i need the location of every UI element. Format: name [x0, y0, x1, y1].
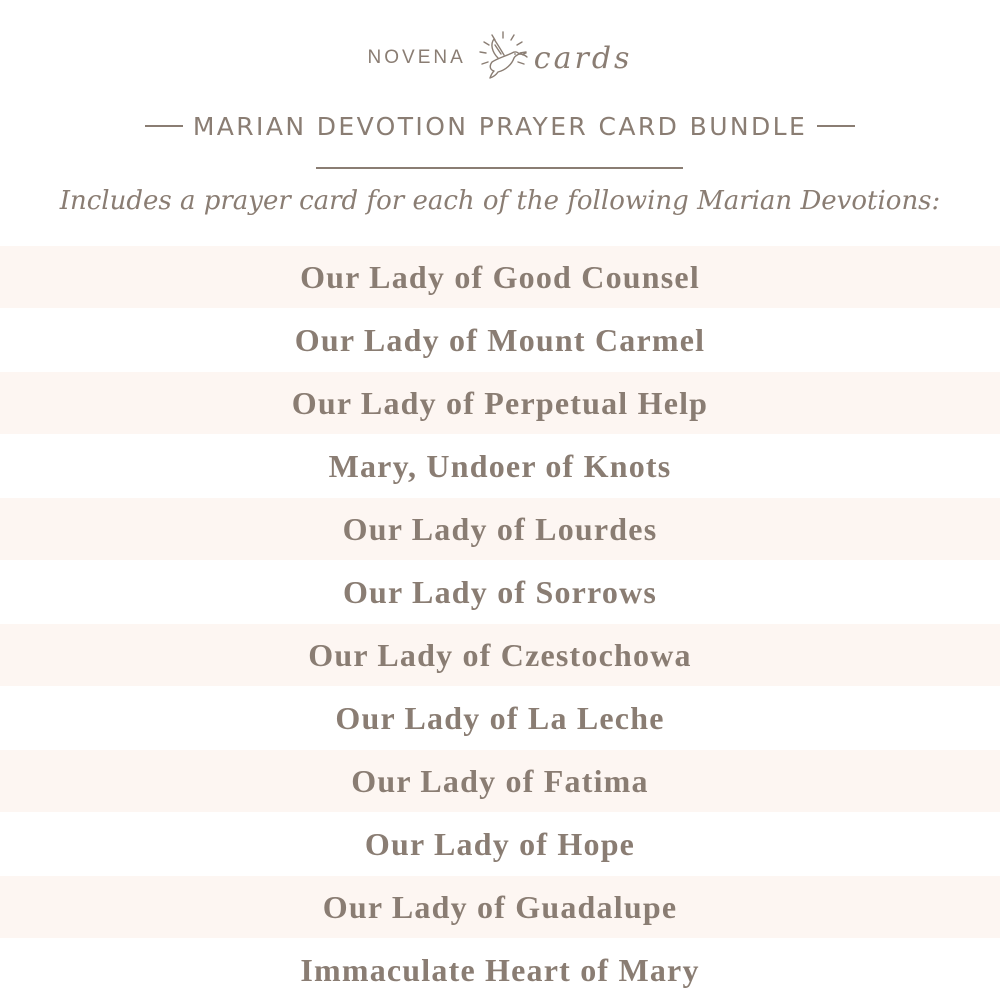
devotion-item: Our Lady of Fatima [0, 750, 1000, 812]
divider [316, 167, 683, 169]
devotion-list [0, 246, 1000, 1002]
devotion-item: Immaculate Heart of Mary [300, 951, 700, 988]
devotion-item: Our Lady of Czestochowa [0, 624, 1000, 686]
logo-script: cards [533, 40, 633, 76]
devotion-item: Mary, Undoer of Knots [328, 447, 672, 484]
devotion-item: Our Lady of Mount Carmel [294, 321, 706, 358]
devotion-item: Our Lady of Lourdes [0, 498, 1000, 560]
logo-wordmark: NOVENA [367, 47, 466, 68]
heading-left-dash [145, 125, 183, 127]
page-title-text: MARIAN DEVOTION PRAYER CARD BUNDLE [192, 111, 808, 141]
devotion-item: Our Lady of Good Counsel [0, 246, 1000, 308]
devotion-item: Our Lady of Guadalupe [0, 876, 1000, 938]
devotion-item: Our Lady of Perpetual Help [0, 372, 1000, 434]
page-title [0, 106, 1000, 146]
devotion-item: Our Lady of Hope [364, 825, 636, 862]
subtitle: Includes a prayer card for each of the following Marian Devotions: [59, 186, 941, 216]
dove-icon [468, 28, 538, 88]
devotion-item: Our Lady of Sorrows [342, 573, 658, 610]
heading-right-dash [817, 125, 855, 127]
devotion-item: Our Lady of La Leche [335, 699, 665, 736]
brand-logo [0, 28, 1000, 88]
